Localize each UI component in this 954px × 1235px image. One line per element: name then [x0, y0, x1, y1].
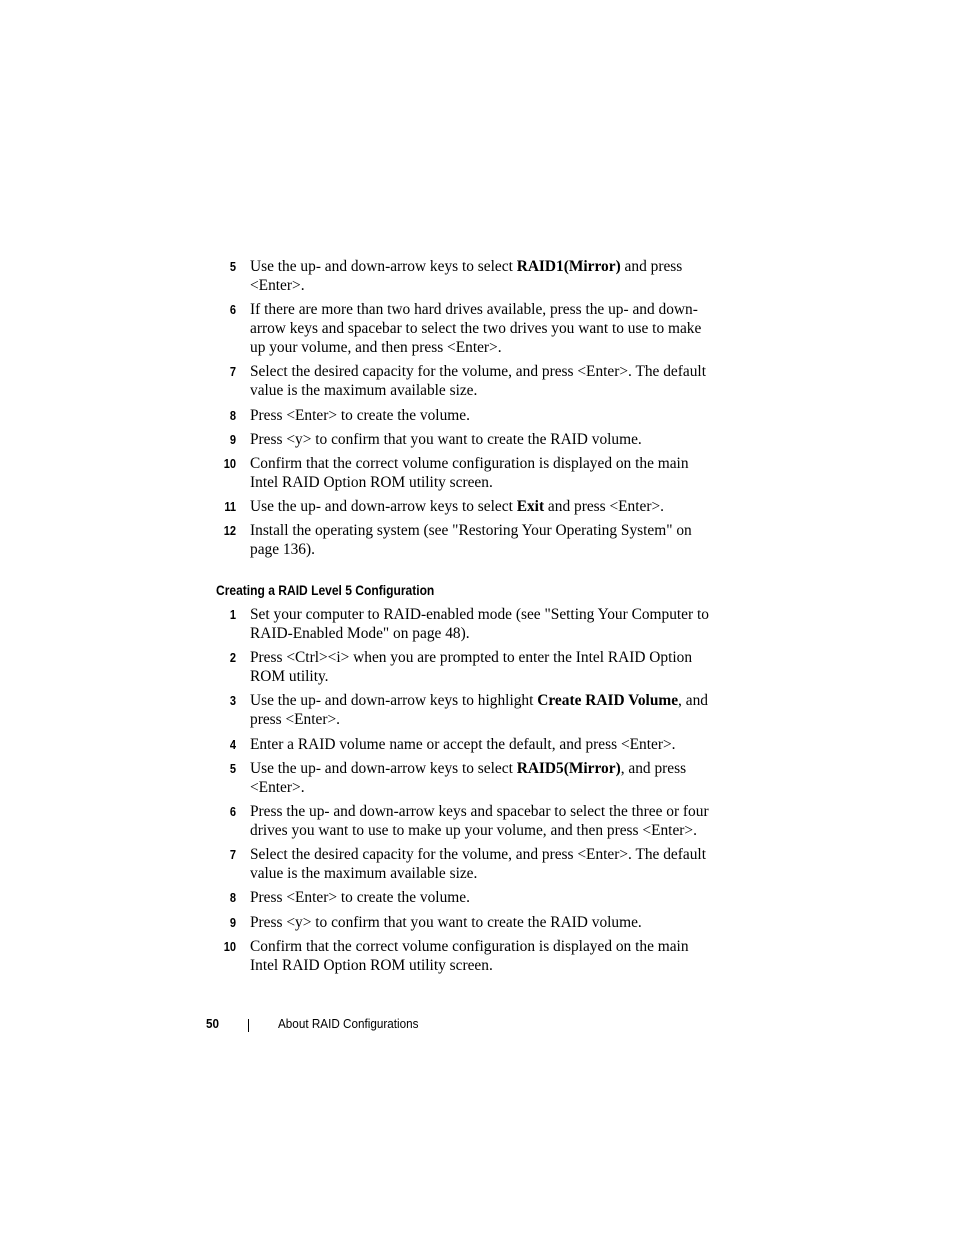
step-text-run: , and press <Enter>.	[250, 692, 708, 729]
step-number: 5	[229, 760, 236, 776]
list-item	[212, 257, 718, 295]
list-item	[212, 605, 718, 643]
page-number: 50	[206, 1016, 220, 1031]
list-item	[212, 300, 718, 357]
ui-term: Exit	[516, 498, 545, 516]
step-text	[250, 606, 709, 642]
step-number: 9	[229, 431, 236, 447]
list-item	[212, 497, 718, 516]
list-item	[212, 691, 718, 729]
step-text-run: If there are more than two hard drives available, press the up- and down-arrow keys and spacebar to select the two drives you want to use to make up your volume, and then press <Enter>.	[250, 301, 702, 357]
step-number: 7	[229, 847, 236, 863]
step-text	[250, 363, 706, 399]
step-text-run: Set your computer to RAID-enabled mode (see "Setting Your Computer to RAID-Enabled Mode" on page 48).	[250, 606, 709, 642]
ui-term: RAID1(Mirror)	[516, 258, 621, 275]
list-item	[212, 430, 718, 449]
step-text-run: Press <Enter> to create the volume.	[250, 406, 470, 424]
list-item	[212, 521, 718, 559]
step-text-run: , and press <Enter>.	[250, 759, 687, 796]
step-text-run: Select the desired capacity for the volume, and press <Enter>. The default value is the maximum available size.	[250, 363, 706, 400]
step-number: 8	[229, 890, 236, 906]
step-text	[250, 914, 642, 931]
step-number: 6	[229, 302, 236, 318]
step-number: 8	[229, 407, 236, 423]
step-text	[250, 301, 701, 356]
step-text	[250, 938, 689, 974]
list-item	[212, 802, 718, 840]
ui-term: Create RAID Volume	[537, 692, 679, 710]
step-text-run: Press <y> to confirm that you want to create the RAID volume.	[250, 913, 642, 931]
list-item	[212, 735, 718, 754]
step-text-run: and press <Enter>.	[250, 258, 683, 294]
step-text	[250, 803, 709, 839]
step-text	[250, 846, 706, 882]
step-text-run: Use the up- and down-arrow keys to highlight	[250, 692, 538, 710]
step-number: 4	[229, 736, 236, 752]
list-item	[212, 937, 718, 975]
step-text-run: Enter a RAID volume name or accept the default, and press <Enter>.	[250, 735, 676, 753]
step-list-raid1	[212, 257, 718, 565]
step-text-run: and press <Enter>.	[544, 498, 665, 516]
step-text	[250, 455, 689, 491]
step-list-raid5	[212, 605, 718, 980]
section-heading: Creating a RAID Level 5 Configuration	[216, 583, 435, 598]
list-item	[212, 845, 718, 883]
step-number: 11	[224, 499, 236, 515]
step-text	[250, 407, 470, 424]
step-text	[250, 889, 470, 906]
step-number: 10	[223, 455, 236, 471]
list-item	[212, 406, 718, 425]
step-number: 1	[229, 607, 236, 622]
step-text	[250, 736, 675, 753]
step-number: 6	[229, 803, 236, 819]
step-text	[250, 522, 692, 558]
list-item	[212, 454, 718, 492]
step-text	[250, 649, 692, 685]
step-number: 5	[229, 259, 236, 274]
step-number: 10	[223, 938, 236, 954]
step-number: 9	[229, 914, 236, 930]
step-text-run: Use the up- and down-arrow keys to select	[250, 759, 517, 777]
step-number: 2	[229, 650, 236, 666]
step-text-run: Use the up- and down-arrow keys to select	[250, 258, 517, 275]
step-text-run: Confirm that the correct volume configuration is displayed on the main Intel RAID Option ROM utility screen.	[250, 937, 689, 974]
step-text-run: Press <Ctrl><i> when you are prompted to enter the Intel RAID Option ROM utility.	[250, 649, 693, 686]
step-text	[250, 692, 708, 728]
list-item	[212, 648, 718, 686]
list-item	[212, 362, 718, 400]
step-text-run: Confirm that the correct volume configuration is displayed on the main Intel RAID Option ROM utility screen.	[250, 454, 689, 491]
step-text	[250, 431, 642, 448]
step-text	[250, 760, 686, 796]
step-text-run: Press the up- and down-arrow keys and spacebar to select the three or four drives you want to use to make up your volume, and then press <Enter>.	[250, 802, 709, 839]
step-text	[250, 498, 664, 515]
step-text-run: Press <y> to confirm that you want to create the RAID volume.	[250, 430, 642, 448]
step-text-run: Press <Enter> to create the volume.	[250, 889, 470, 907]
step-number: 12	[223, 523, 236, 539]
step-number: 7	[229, 364, 236, 380]
step-text-run: Select the desired capacity for the volume, and press <Enter>. The default value is the maximum available size.	[250, 846, 706, 883]
ui-term: RAID5(Mirror)	[516, 759, 621, 777]
list-item	[212, 913, 718, 932]
step-text-run: Install the operating system (see "Restoring Your Operating System" on page 136).	[250, 522, 692, 559]
running-title: About RAID Configurations	[278, 1016, 419, 1031]
footer-divider	[248, 1019, 249, 1032]
list-item	[212, 888, 718, 907]
step-number: 3	[229, 693, 236, 709]
step-text	[250, 258, 682, 294]
list-item	[212, 759, 718, 797]
step-text-run: Use the up- and down-arrow keys to select	[250, 498, 517, 516]
